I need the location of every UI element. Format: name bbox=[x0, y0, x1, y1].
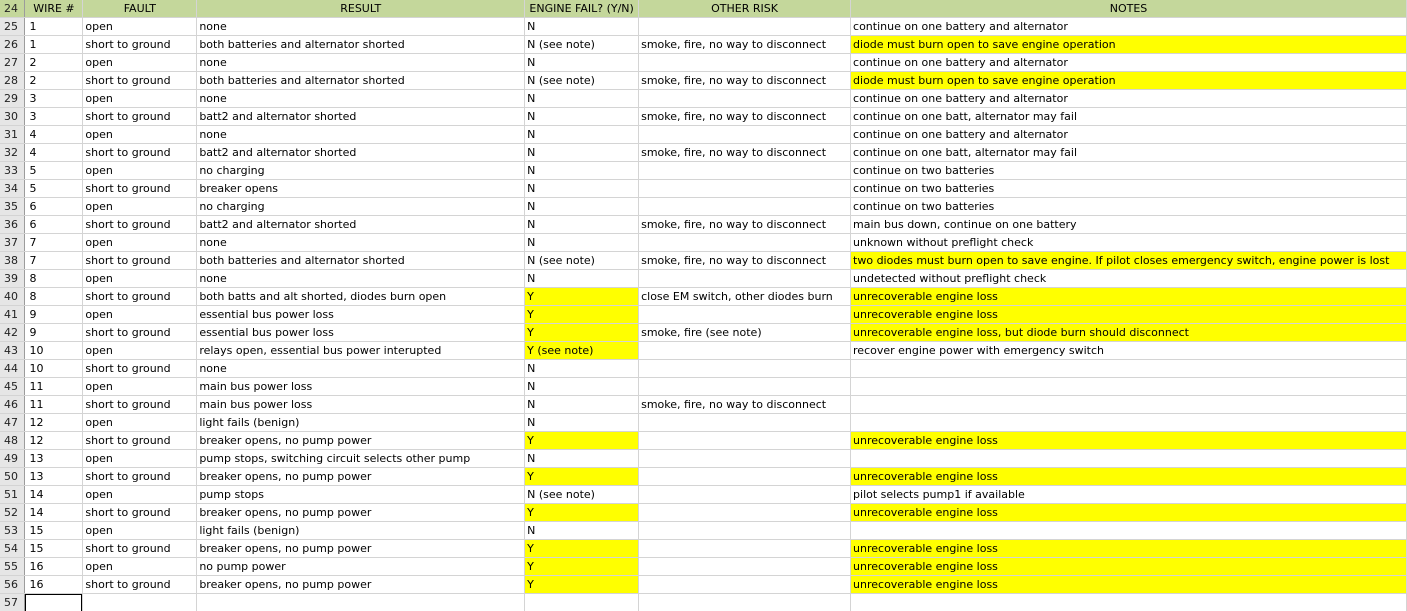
cell-wire[interactable]: 9 bbox=[25, 324, 83, 342]
cell-fault[interactable]: short to ground bbox=[83, 216, 197, 234]
cell-notes[interactable] bbox=[851, 522, 1407, 540]
cell-other-risk[interactable] bbox=[639, 414, 851, 432]
cell-result[interactable]: batt2 and alternator shorted bbox=[197, 144, 525, 162]
table-row bbox=[0, 270, 1407, 288]
cell-notes[interactable]: continue on one batt, alternator may fail bbox=[851, 108, 1407, 126]
row-header[interactable]: 50 bbox=[0, 468, 25, 486]
cell-result[interactable]: no charging bbox=[197, 198, 525, 216]
cell-notes[interactable]: unrecoverable engine loss, but diode burn should disconnect bbox=[851, 324, 1407, 342]
table-row bbox=[0, 234, 1407, 252]
cell-engine-fail[interactable]: N (see note) bbox=[525, 36, 639, 54]
cell-result[interactable]: breaker opens, no pump power bbox=[197, 504, 525, 522]
row-header[interactable]: 40 bbox=[0, 288, 25, 306]
cell-wire[interactable]: 4 bbox=[25, 126, 83, 144]
cell-other-risk[interactable] bbox=[639, 306, 851, 324]
cell-wire[interactable]: 5 bbox=[25, 180, 83, 198]
cell-fault[interactable]: open bbox=[83, 414, 197, 432]
cell-fault[interactable]: short to ground bbox=[83, 504, 197, 522]
cell-other-risk[interactable] bbox=[639, 342, 851, 360]
cell-other-risk[interactable]: smoke, fire, no way to disconnect bbox=[639, 252, 851, 270]
cell-other-risk[interactable]: smoke, fire, no way to disconnect bbox=[639, 396, 851, 414]
cell-other-risk[interactable] bbox=[639, 180, 851, 198]
table-row bbox=[0, 54, 1407, 72]
cell-notes[interactable]: unrecoverable engine loss bbox=[851, 504, 1407, 522]
row-header[interactable]: 45 bbox=[0, 378, 25, 396]
table-row bbox=[0, 342, 1407, 360]
cell-fault[interactable]: short to ground bbox=[83, 144, 197, 162]
row-header[interactable]: 27 bbox=[0, 54, 25, 72]
cell-notes[interactable]: diode must burn open to save engine operation bbox=[851, 72, 1407, 90]
table-row bbox=[0, 450, 1407, 468]
cell-other-risk[interactable]: smoke, fire, no way to disconnect bbox=[639, 36, 851, 54]
row-header[interactable]: 48 bbox=[0, 432, 25, 450]
cell-engine-fail[interactable]: N bbox=[525, 378, 639, 396]
cell-notes[interactable]: recover engine power with emergency switch bbox=[851, 342, 1407, 360]
table-row bbox=[0, 594, 1407, 611]
cell-result[interactable]: none bbox=[197, 360, 525, 378]
cell-fault[interactable]: open bbox=[83, 54, 197, 72]
cell-result[interactable]: both batts and alt shorted, diodes burn open bbox=[197, 288, 525, 306]
cell-notes[interactable]: unrecoverable engine loss bbox=[851, 468, 1407, 486]
header-row bbox=[0, 0, 1407, 18]
cell-result[interactable]: both batteries and alternator shorted bbox=[197, 252, 525, 270]
cell-engine-fail[interactable]: N bbox=[525, 144, 639, 162]
cell-engine-fail[interactable]: Y bbox=[525, 288, 639, 306]
row-header[interactable]: 51 bbox=[0, 486, 25, 504]
cell-other-risk[interactable] bbox=[639, 432, 851, 450]
table-row bbox=[0, 522, 1407, 540]
table-row bbox=[0, 90, 1407, 108]
cell-engine-fail[interactable]: Y (see note) bbox=[525, 342, 639, 360]
cell-result[interactable]: light fails (benign) bbox=[197, 522, 525, 540]
table-row bbox=[0, 360, 1407, 378]
row-header[interactable]: 46 bbox=[0, 396, 25, 414]
cell-other-risk[interactable] bbox=[639, 468, 851, 486]
cell-notes[interactable]: unrecoverable engine loss bbox=[851, 306, 1407, 324]
cell-other-risk[interactable] bbox=[639, 198, 851, 216]
cell-fault[interactable]: short to ground bbox=[83, 360, 197, 378]
cell-result[interactable]: none bbox=[197, 126, 525, 144]
cell-notes[interactable] bbox=[851, 396, 1407, 414]
table-row bbox=[0, 396, 1407, 414]
cell-notes[interactable]: undetected without preflight check bbox=[851, 270, 1407, 288]
empty-cell[interactable] bbox=[83, 594, 197, 611]
cell-engine-fail[interactable]: N bbox=[525, 108, 639, 126]
cell-result[interactable]: pump stops, switching circuit selects other pump bbox=[197, 450, 525, 468]
cell-wire[interactable]: 15 bbox=[25, 522, 83, 540]
cell-engine-fail[interactable]: N (see note) bbox=[525, 252, 639, 270]
cell-other-risk[interactable] bbox=[639, 504, 851, 522]
cell-notes[interactable] bbox=[851, 414, 1407, 432]
row-header[interactable]: 43 bbox=[0, 342, 25, 360]
cell-other-risk[interactable] bbox=[639, 360, 851, 378]
cell-result[interactable]: breaker opens, no pump power bbox=[197, 432, 525, 450]
row-header[interactable]: 53 bbox=[0, 522, 25, 540]
cell-wire[interactable]: 8 bbox=[25, 270, 83, 288]
cell-wire[interactable]: 5 bbox=[25, 162, 83, 180]
cell-result[interactable]: essential bus power loss bbox=[197, 324, 525, 342]
cell-result[interactable]: essential bus power loss bbox=[197, 306, 525, 324]
cell-other-risk[interactable] bbox=[639, 126, 851, 144]
row-header[interactable]: 37 bbox=[0, 234, 25, 252]
cell-notes[interactable]: unrecoverable engine loss bbox=[851, 288, 1407, 306]
row-header[interactable]: 39 bbox=[0, 270, 25, 288]
cell-wire[interactable]: 6 bbox=[25, 216, 83, 234]
cell-other-risk[interactable] bbox=[639, 576, 851, 594]
cell-fault[interactable]: short to ground bbox=[83, 288, 197, 306]
table-row bbox=[0, 180, 1407, 198]
row-header[interactable]: 55 bbox=[0, 558, 25, 576]
cell-engine-fail[interactable]: Y bbox=[525, 504, 639, 522]
cell-fault[interactable]: open bbox=[83, 90, 197, 108]
cell-result[interactable]: none bbox=[197, 90, 525, 108]
cell-notes[interactable]: unrecoverable engine loss bbox=[851, 540, 1407, 558]
row-header[interactable]: 34 bbox=[0, 180, 25, 198]
cell-engine-fail[interactable]: Y bbox=[525, 558, 639, 576]
cell-result[interactable]: none bbox=[197, 54, 525, 72]
cell-notes[interactable]: unknown without preflight check bbox=[851, 234, 1407, 252]
cell-fault[interactable]: short to ground bbox=[83, 324, 197, 342]
cell-notes[interactable]: continue on two batteries bbox=[851, 198, 1407, 216]
cell-engine-fail[interactable]: N (see note) bbox=[525, 72, 639, 90]
table-row bbox=[0, 36, 1407, 54]
row-header[interactable]: 30 bbox=[0, 108, 25, 126]
cell-fault[interactable]: open bbox=[83, 450, 197, 468]
cell-other-risk[interactable]: smoke, fire, no way to disconnect bbox=[639, 108, 851, 126]
cell-notes[interactable]: main bus down, continue on one battery bbox=[851, 216, 1407, 234]
table-row bbox=[0, 216, 1407, 234]
cell-wire[interactable]: 7 bbox=[25, 252, 83, 270]
cell-result[interactable]: breaker opens, no pump power bbox=[197, 576, 525, 594]
cell-engine-fail[interactable]: Y bbox=[525, 324, 639, 342]
row-header[interactable]: 41 bbox=[0, 306, 25, 324]
empty-cell[interactable] bbox=[639, 594, 851, 611]
cell-wire[interactable]: 7 bbox=[25, 234, 83, 252]
row-header[interactable]: 56 bbox=[0, 576, 25, 594]
cell-engine-fail[interactable]: Y bbox=[525, 468, 639, 486]
header-notes[interactable]: NOTES bbox=[851, 0, 1407, 18]
cell-fault[interactable]: open bbox=[83, 486, 197, 504]
cell-engine-fail[interactable]: N bbox=[525, 396, 639, 414]
header-other-risk[interactable]: OTHER RISK bbox=[639, 0, 851, 18]
row-header[interactable]: 31 bbox=[0, 126, 25, 144]
row-header[interactable]: 49 bbox=[0, 450, 25, 468]
empty-cell[interactable] bbox=[197, 594, 525, 611]
cell-result[interactable]: no pump power bbox=[197, 558, 525, 576]
cell-wire[interactable]: 2 bbox=[25, 54, 83, 72]
cell-result[interactable]: none bbox=[197, 234, 525, 252]
cell-engine-fail[interactable]: N bbox=[525, 360, 639, 378]
cell-other-risk[interactable]: smoke, fire, no way to disconnect bbox=[639, 216, 851, 234]
cell-other-risk[interactable] bbox=[639, 558, 851, 576]
cell-result[interactable]: none bbox=[197, 18, 525, 36]
cell-other-risk[interactable]: smoke, fire, no way to disconnect bbox=[639, 72, 851, 90]
row-header[interactable]: 44 bbox=[0, 360, 25, 378]
cell-other-risk[interactable] bbox=[639, 234, 851, 252]
row-header[interactable]: 42 bbox=[0, 324, 25, 342]
cell-notes[interactable]: continue on one battery and alternator bbox=[851, 126, 1407, 144]
cell-wire[interactable]: 14 bbox=[25, 504, 83, 522]
cell-fault[interactable]: open bbox=[83, 378, 197, 396]
cell-fault[interactable]: open bbox=[83, 558, 197, 576]
table-row bbox=[0, 108, 1407, 126]
cell-engine-fail[interactable]: Y bbox=[525, 306, 639, 324]
table-row bbox=[0, 288, 1407, 306]
cell-engine-fail[interactable]: N bbox=[525, 522, 639, 540]
cell-wire[interactable]: 10 bbox=[25, 342, 83, 360]
row-header[interactable]: 26 bbox=[0, 36, 25, 54]
cell-engine-fail[interactable]: N bbox=[525, 270, 639, 288]
cell-fault[interactable]: open bbox=[83, 306, 197, 324]
cell-result[interactable]: breaker opens bbox=[197, 180, 525, 198]
row-header[interactable]: 52 bbox=[0, 504, 25, 522]
cell-engine-fail[interactable]: N bbox=[525, 126, 639, 144]
cell-other-risk[interactable] bbox=[639, 522, 851, 540]
table-row bbox=[0, 18, 1407, 36]
cell-engine-fail[interactable]: N bbox=[525, 18, 639, 36]
cell-fault[interactable]: short to ground bbox=[83, 72, 197, 90]
cell-engine-fail[interactable]: N bbox=[525, 162, 639, 180]
cell-other-risk[interactable] bbox=[639, 450, 851, 468]
cell-fault[interactable]: short to ground bbox=[83, 540, 197, 558]
empty-cell[interactable] bbox=[851, 594, 1407, 611]
table-row bbox=[0, 306, 1407, 324]
row-header[interactable]: 47 bbox=[0, 414, 25, 432]
cell-other-risk[interactable] bbox=[639, 486, 851, 504]
cell-engine-fail[interactable]: N bbox=[525, 216, 639, 234]
cell-notes[interactable] bbox=[851, 378, 1407, 396]
cell-engine-fail[interactable]: Y bbox=[525, 540, 639, 558]
cell-wire[interactable]: 9 bbox=[25, 306, 83, 324]
header-engine-fail[interactable]: ENGINE FAIL? (Y/N) bbox=[525, 0, 639, 18]
cell-result[interactable]: pump stops bbox=[197, 486, 525, 504]
table-row bbox=[0, 252, 1407, 270]
cell-result[interactable]: breaker opens, no pump power bbox=[197, 540, 525, 558]
table-row bbox=[0, 324, 1407, 342]
cell-engine-fail[interactable]: N bbox=[525, 198, 639, 216]
cell-fault[interactable]: short to ground bbox=[83, 468, 197, 486]
table-row bbox=[0, 378, 1407, 396]
cell-engine-fail[interactable]: N bbox=[525, 450, 639, 468]
cell-wire[interactable]: 6 bbox=[25, 198, 83, 216]
table-row bbox=[0, 198, 1407, 216]
cell-wire[interactable]: 1 bbox=[25, 36, 83, 54]
cell-engine-fail[interactable]: N bbox=[525, 234, 639, 252]
cell-result[interactable]: no charging bbox=[197, 162, 525, 180]
row-header[interactable]: 38 bbox=[0, 252, 25, 270]
cell-other-risk[interactable] bbox=[639, 90, 851, 108]
cell-fault[interactable]: open bbox=[83, 522, 197, 540]
cell-other-risk[interactable]: smoke, fire (see note) bbox=[639, 324, 851, 342]
cell-notes[interactable]: pilot selects pump1 if available bbox=[851, 486, 1407, 504]
table-row bbox=[0, 414, 1407, 432]
row-header[interactable]: 29 bbox=[0, 90, 25, 108]
cell-notes[interactable]: continue on one battery and alternator bbox=[851, 18, 1407, 36]
table-row bbox=[0, 144, 1407, 162]
row-header[interactable]: 35 bbox=[0, 198, 25, 216]
cell-other-risk[interactable] bbox=[639, 378, 851, 396]
cell-wire[interactable]: 10 bbox=[25, 360, 83, 378]
cell-wire[interactable]: 14 bbox=[25, 486, 83, 504]
cell-other-risk[interactable]: smoke, fire, no way to disconnect bbox=[639, 144, 851, 162]
row-header[interactable]: 33 bbox=[0, 162, 25, 180]
cell-wire[interactable]: 12 bbox=[25, 432, 83, 450]
cell-other-risk[interactable] bbox=[639, 162, 851, 180]
cell-engine-fail[interactable]: N bbox=[525, 54, 639, 72]
cell-wire[interactable]: 16 bbox=[25, 558, 83, 576]
cell-fault[interactable]: open bbox=[83, 126, 197, 144]
cell-wire[interactable]: 13 bbox=[25, 468, 83, 486]
cell-wire[interactable]: 4 bbox=[25, 144, 83, 162]
cell-engine-fail[interactable]: N (see note) bbox=[525, 486, 639, 504]
cell-fault[interactable]: short to ground bbox=[83, 108, 197, 126]
cell-wire[interactable]: 8 bbox=[25, 288, 83, 306]
cell-notes[interactable]: continue on two batteries bbox=[851, 162, 1407, 180]
row-header[interactable]: 57 bbox=[0, 594, 25, 611]
cell-result[interactable]: main bus power loss bbox=[197, 378, 525, 396]
cell-wire[interactable]: 12 bbox=[25, 414, 83, 432]
cell-result[interactable]: both batteries and alternator shorted bbox=[197, 36, 525, 54]
table-row bbox=[0, 468, 1407, 486]
table-row bbox=[0, 72, 1407, 90]
cell-fault[interactable]: open bbox=[83, 270, 197, 288]
header-wire[interactable]: WIRE # bbox=[25, 0, 83, 18]
cell-notes[interactable] bbox=[851, 360, 1407, 378]
cell-fault[interactable]: open bbox=[83, 162, 197, 180]
cell-notes[interactable]: diode must burn open to save engine operation bbox=[851, 36, 1407, 54]
header-fault[interactable]: FAULT bbox=[83, 0, 197, 18]
cell-result[interactable]: batt2 and alternator shorted bbox=[197, 216, 525, 234]
cell-wire[interactable]: 3 bbox=[25, 108, 83, 126]
row-header[interactable]: 54 bbox=[0, 540, 25, 558]
cell-other-risk[interactable] bbox=[639, 54, 851, 72]
cell-result[interactable]: none bbox=[197, 270, 525, 288]
cell-fault[interactable]: open bbox=[83, 342, 197, 360]
cell-engine-fail[interactable]: Y bbox=[525, 576, 639, 594]
cell-fault[interactable]: open bbox=[83, 198, 197, 216]
table-row bbox=[0, 126, 1407, 144]
cell-notes[interactable]: continue on one battery and alternator bbox=[851, 54, 1407, 72]
cell-notes[interactable] bbox=[851, 450, 1407, 468]
cell-wire[interactable]: 11 bbox=[25, 396, 83, 414]
cell-result[interactable]: batt2 and alternator shorted bbox=[197, 108, 525, 126]
cell-engine-fail[interactable]: N bbox=[525, 180, 639, 198]
cell-engine-fail[interactable]: N bbox=[525, 90, 639, 108]
cell-fault[interactable]: open bbox=[83, 18, 197, 36]
cell-notes[interactable]: unrecoverable engine loss bbox=[851, 432, 1407, 450]
table-row bbox=[0, 486, 1407, 504]
cell-fault[interactable]: short to ground bbox=[83, 576, 197, 594]
cell-wire[interactable]: 15 bbox=[25, 540, 83, 558]
cell-other-risk[interactable] bbox=[639, 18, 851, 36]
header-result[interactable]: RESULT bbox=[197, 0, 525, 18]
table-row bbox=[0, 558, 1407, 576]
cell-fault[interactable]: short to ground bbox=[83, 180, 197, 198]
cell-result[interactable]: light fails (benign) bbox=[197, 414, 525, 432]
cell-wire[interactable]: 2 bbox=[25, 72, 83, 90]
cell-fault[interactable]: short to ground bbox=[83, 432, 197, 450]
cell-other-risk[interactable] bbox=[639, 540, 851, 558]
cell-other-risk[interactable]: close EM switch, other diodes burn bbox=[639, 288, 851, 306]
cell-wire[interactable]: 1 bbox=[25, 18, 83, 36]
cell-engine-fail[interactable]: Y bbox=[525, 432, 639, 450]
cell-fault[interactable]: short to ground bbox=[83, 36, 197, 54]
table-row bbox=[0, 162, 1407, 180]
cell-notes[interactable]: continue on two batteries bbox=[851, 180, 1407, 198]
cell-wire[interactable]: 11 bbox=[25, 378, 83, 396]
cell-fault[interactable]: open bbox=[83, 234, 197, 252]
cell-result[interactable]: breaker opens, no pump power bbox=[197, 468, 525, 486]
table-row bbox=[0, 504, 1407, 522]
row-header[interactable]: 36 bbox=[0, 216, 25, 234]
cell-result[interactable]: main bus power loss bbox=[197, 396, 525, 414]
empty-cell[interactable] bbox=[525, 594, 639, 611]
cell-wire[interactable]: 16 bbox=[25, 576, 83, 594]
row-header[interactable]: 32 bbox=[0, 144, 25, 162]
cell-fault[interactable]: short to ground bbox=[83, 396, 197, 414]
row-header[interactable]: 25 bbox=[0, 18, 25, 36]
cell-engine-fail[interactable]: N bbox=[525, 414, 639, 432]
cell-notes[interactable]: two diodes must burn open to save engine. If pilot closes emergency switch, engine power is lost bbox=[851, 252, 1407, 270]
table-row bbox=[0, 432, 1407, 450]
cell-notes[interactable]: continue on one batt, alternator may fail bbox=[851, 144, 1407, 162]
cell-notes[interactable]: unrecoverable engine loss bbox=[851, 558, 1407, 576]
cell-other-risk[interactable] bbox=[639, 270, 851, 288]
cell-notes[interactable]: continue on one battery and alternator bbox=[851, 90, 1407, 108]
row-header[interactable]: 28 bbox=[0, 72, 25, 90]
cell-wire[interactable]: 3 bbox=[25, 90, 83, 108]
cell-fault[interactable]: short to ground bbox=[83, 252, 197, 270]
cell-result[interactable]: relays open, essential bus power interupted bbox=[197, 342, 525, 360]
cell-wire[interactable]: 13 bbox=[25, 450, 83, 468]
table-row bbox=[0, 576, 1407, 594]
table-row bbox=[0, 540, 1407, 558]
active-cell[interactable] bbox=[25, 594, 83, 611]
row-header[interactable]: 24 bbox=[0, 0, 25, 18]
cell-result[interactable]: both batteries and alternator shorted bbox=[197, 72, 525, 90]
cell-notes[interactable]: unrecoverable engine loss bbox=[851, 576, 1407, 594]
